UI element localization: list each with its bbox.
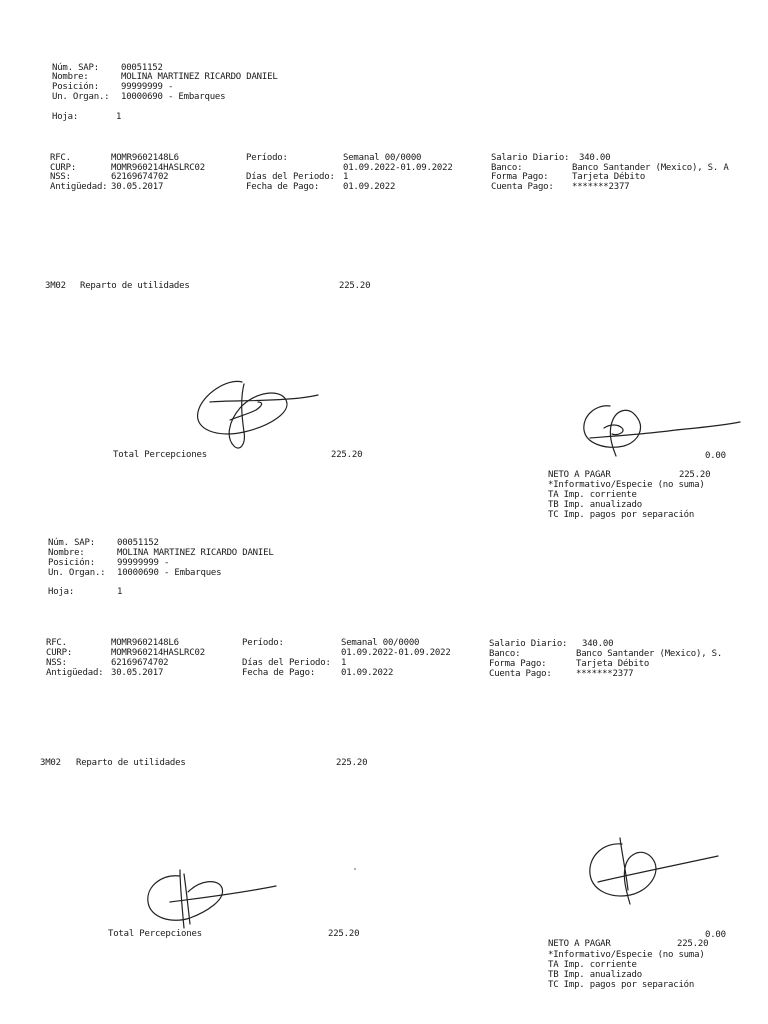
note-line: TC Imp. pagos por separación (548, 510, 695, 520)
total-perc-label: Total Percepciones (113, 450, 207, 460)
salary-value: 340.00 (582, 639, 614, 649)
position-value: 99999999 - (117, 558, 170, 568)
sap-label: Núm. SAP: (48, 538, 95, 548)
sap-value: 00051152 (117, 538, 159, 548)
curp-label: CURP: (46, 648, 73, 658)
concept-amount: 225.20 (336, 758, 368, 768)
nss-value: 62169674702 (111, 658, 169, 668)
net-value: 225.20 (679, 470, 711, 480)
days-label: Días del Periodo: (242, 658, 331, 668)
concept-description: Reparto de utilidades (80, 281, 190, 291)
org-value: 10000690 - Embarques (121, 92, 226, 102)
position-label: Posición: (52, 82, 99, 92)
payform-value: Tarjeta Débito (576, 659, 650, 669)
curp-value: MOMR960214HASLRC02 (111, 648, 205, 658)
position-label: Posición: (48, 558, 95, 568)
note-line: TB Imp. anualizado (548, 500, 642, 510)
name-value: MOLINA MARTINEZ RICARDO DANIEL (121, 72, 278, 82)
org-label: Un. Organ.: (52, 92, 110, 102)
paydate-label: Fecha de Pago: (242, 668, 316, 678)
note-line: TC Imp. pagos por separación (548, 980, 695, 990)
antiguedad-label: Antigüedad: (50, 182, 108, 192)
period-range: 01.09.2022-01.09.2022 (341, 648, 451, 658)
bank-value: Banco Santander (Mexico), S. A (572, 163, 729, 173)
sheet-label: Hoja: (48, 587, 75, 597)
sheet-label: Hoja: (52, 112, 79, 122)
account-label: Cuenta Pago: (489, 669, 552, 679)
employee-signature (190, 372, 320, 454)
rfc-label: RFC. (46, 638, 67, 648)
sheet-value: 1 (117, 587, 123, 597)
period-range: 01.09.2022-01.09.2022 (343, 163, 453, 173)
concept-code: 3M02 (45, 281, 66, 291)
rfc-label: RFC. (50, 153, 71, 163)
antiguedad-value: 30.05.2017 (111, 668, 164, 678)
name-value: MOLINA MARTINEZ RICARDO DANIEL (117, 548, 274, 558)
account-value: *******2377 (576, 669, 634, 679)
org-label: Un. Organ.: (48, 568, 106, 578)
note-line: *Informativo/Especie (no suma) (548, 480, 705, 490)
nss-label: NSS: (50, 172, 71, 182)
company-signature (582, 836, 722, 908)
account-label: Cuenta Pago: (491, 182, 554, 192)
payform-value: Tarjeta Débito (572, 172, 646, 182)
total-deduc-value: 0.00 (705, 930, 726, 940)
bank-label: Banco: (489, 649, 521, 659)
note-line: TA Imp. corriente (548, 490, 637, 500)
net-label: NETO A PAGAR (548, 939, 611, 949)
total-perc-value: 225.20 (331, 450, 363, 460)
days-value: 1 (341, 658, 347, 668)
days-label: Días del Periodo: (246, 172, 335, 182)
total-deduc-value: 0.00 (705, 451, 726, 461)
nss-label: NSS: (46, 658, 67, 668)
paydate-label: Fecha de Pago: (246, 182, 320, 192)
note-line: TA Imp. corriente (548, 960, 637, 970)
account-value: *******2377 (572, 182, 630, 192)
salary-value: 340.00 (579, 153, 611, 163)
payform-label: Forma Pago: (491, 172, 549, 182)
concept-amount: 225.20 (339, 281, 371, 291)
net-label: NETO A PAGAR (548, 470, 611, 480)
nss-value: 62169674702 (111, 172, 169, 182)
name-label: Nombre: (48, 548, 85, 558)
curp-value: MOMR960214HASLRC02 (111, 163, 205, 173)
sheet-value: 1 (116, 112, 122, 122)
name-label: Nombre: (52, 72, 89, 82)
employee-signature (140, 866, 280, 932)
salary-label: Salario Diario: (491, 153, 570, 163)
scan-speck (354, 868, 356, 870)
period-value: Semanal 00/0000 (341, 638, 420, 648)
period-label: Período: (246, 153, 288, 163)
note-line: TB Imp. anualizado (548, 970, 642, 980)
period-label: Período: (242, 638, 284, 648)
bank-label: Banco: (491, 163, 523, 173)
period-value: Semanal 00/0000 (343, 153, 422, 163)
paydate-value: 01.09.2022 (341, 668, 394, 678)
curp-label: CURP: (50, 163, 77, 173)
net-value: 225.20 (677, 939, 709, 949)
concept-code: 3M02 (40, 758, 61, 768)
total-perc-value: 225.20 (328, 929, 360, 939)
org-value: 10000690 - Embarques (117, 568, 222, 578)
paydate-value: 01.09.2022 (343, 182, 396, 192)
sap-value: 00051152 (121, 63, 163, 73)
days-value: 1 (343, 172, 349, 182)
note-line: *Informativo/Especie (no suma) (548, 950, 705, 960)
salary-label: Salario Diario: (489, 639, 568, 649)
sap-label: Núm. SAP: (52, 63, 99, 73)
total-perc-label: Total Percepciones (108, 929, 202, 939)
position-value: 99999999 - (121, 82, 174, 92)
bank-value: Banco Santander (Mexico), S. (576, 649, 723, 659)
antiguedad-value: 30.05.2017 (111, 182, 164, 192)
rfc-value: MOMR9602148L6 (111, 638, 179, 648)
concept-description: Reparto de utilidades (76, 758, 186, 768)
payform-label: Forma Pago: (489, 659, 547, 669)
antiguedad-label: Antigüedad: (46, 668, 104, 678)
rfc-value: MOMR9602148L6 (111, 153, 179, 163)
